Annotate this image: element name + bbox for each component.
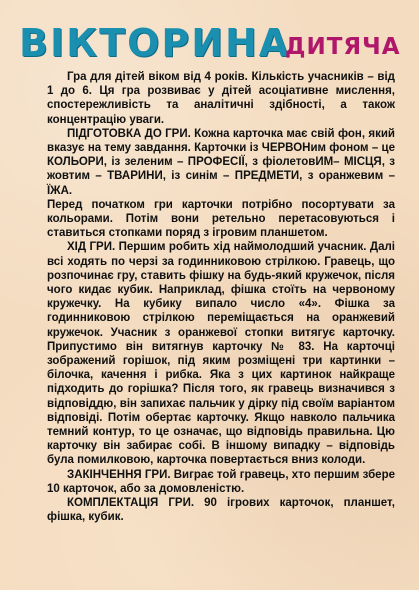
page-title: ВІКТОРИНА [19,21,291,65]
paragraph-sorting: Перед початком гри карточки потрібно посортувати за кольорами. Потім вони ретельно перетасовуються і ставиться стопками поряд з ігровим планшетом. [47,198,395,240]
paragraph-gameplay: ХІД ГРИ. Першим робить хід наймолодший учасник. Далі всі ходять по черзі за годинниковою стрілкою. Гравець, що розпочинає гру, ставить фішку на будь-який кружечок, після чого кидає кубик. Наприклад, фішка стоїть на червоному кружечку. На кубику випало число «4». Фішка за годинниковою стрілкою переміщається на оранжевий кружечок. Учасник з оранжевої стопки витягує карточку. Припустимо він витягнув карточку № 83. На карточці зображений горішок, під яким розміщені три картинки – білочка, качення і рибка. Яка з цих картинок найкраще підходить до горішка? Після того, як гравець визначився з відповіддю, він запихає пальчик у дірку під своїм варіантом відповіді. Потім обертає карточку. Якщо навколо пальчика темний контур, то це означає, що відповідь правильна. Цю карточку він забирає собі. В іншому випадку – відповідь була помилковою, карточка повертається вниз колоди. [47,241,395,467]
paragraph-ending: ЗАКІНЧЕННЯ ГРИ. Виграє той гравець, хто першим збере 10 карточок, або за домовленістю. [47,468,395,495]
page-subtitle: ДИТЯЧА [285,34,401,60]
paragraph-contents: КОМПЛЕКТАЦІЯ ГРИ. 90 ігрових карточок, планшет, фішка, кубик. [47,497,395,524]
paragraph-preparation: ПІДГОТОВКА ДО ГРИ. Кожна карточка має свій фон, який вказує на тему завдання. Карточки із ЧЕРВОНим фоном – це КОЛЬОРИ, із зеленим – ПРОФЕСІЇ, з фіолетовИМ– МІСЦЯ, з жовтим – ТВАРИНИ, із синім – ПРЕДМЕТИ, з оранжевим – ЇЖА. [47,127,395,197]
rules-text [47,70,395,525]
header [19,13,409,73]
paragraph-intro: Гра для дітей віком від 4 років. Кількість учасників – від 1 до 6. Ця гра розвиває у дітей асоціативне мислення, спостережливість та аналітичні здібності, а також концентрацію уваги. [47,71,395,126]
